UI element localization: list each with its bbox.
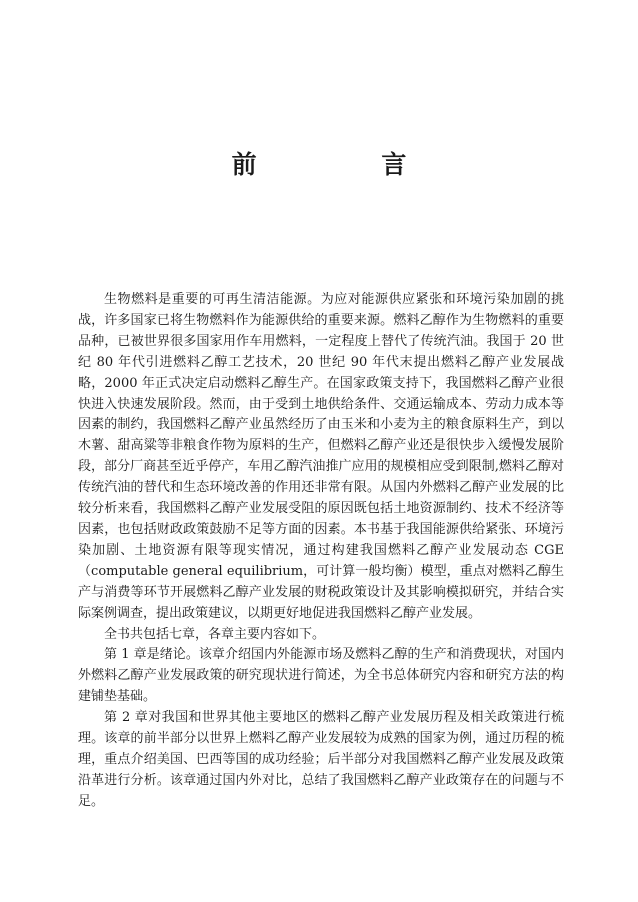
paragraph-overview: 全书共包括七章，各章主要内容如下。 — [104, 626, 326, 642]
page-title: 前 言 — [231, 150, 465, 179]
paragraph-intro: 生物燃料是重要的可再生清洁能源。为应对能源供应紧张和环境污染加剧的挑战，许多国家已将生物燃料作为能源供给的重要来源。燃料乙醇作为生物燃料的重要品种，已被世界很多国家用作车用燃料，一定程度上替代了传统汽油。我国于 20 世纪 80 年代引进燃料乙醇工艺技术，20 世纪 90 年代末提出燃料乙醇产业发展战略，2000 年正式决定启动燃料乙醇生产。在国家政策支持下，我国燃料乙醇产业很快进入快速发展阶段。然而，由于受到土地供给条件、交通运输成本、劳动力成本等因素的制约，我国燃料乙醇产业虽然经历了由玉米和小麦为主的粮食原料生产，到以木薯、甜高粱等非粮食作物为原料的生产，但燃料乙醇产业还是很快步入缓慢发展阶段，部分厂商甚至近乎停产，车用乙醇汽油推广应用的规模相应受到限制,燃料乙醇对传统汽油的替代和生态环境改善的作用还非常有限。从国内外燃料乙醇产业发展的比较分析来看，我国燃料乙醇产业发展受阻的原因既包括土地资源制约、技术不经济等因素，也包括财政政策鼓励不足等方面的因素。本书基于我国能源供给紧张、环境污染加剧、土地资源有限等现实情况，通过构建我国燃料乙醇产业发展动态 CGE（computable general equilibrium，可计算一般均衡）模型，重点对燃料乙醇生产与消费等环节开展燃料乙醇产业发展的财税政策设计及其影响模拟研究，并结合实际案例调查，提出政策建议，以期更好地促进我国燃料乙醇产业发展。 — [78, 292, 564, 621]
paragraph-chapter-1: 第 1 章是绪论。该章介绍国内外能源市场及燃料乙醇的生产和消费现状，对国内外燃料乙醇产业发展政策的研究现状进行简述，为全书总体研究内容和研究方法的构建铺垫基础。 — [78, 647, 564, 705]
paragraph-chapter-2: 第 2 章对我国和世界其他主要地区的燃料乙醇产业发展历程及相关政策进行梳理。该章的前半部分以世界上燃料乙醇产业发展较为成熟的国家为例，通过历程的梳理，重点介绍美国、巴西等国的成功经验；后半部分对我国燃料乙醇产业发展及政策沿革进行分析。该章通过国内外对比，总结了我国燃料乙醇产业政策存在的问题与不足。 — [78, 710, 564, 809]
body-text — [78, 290, 564, 813]
